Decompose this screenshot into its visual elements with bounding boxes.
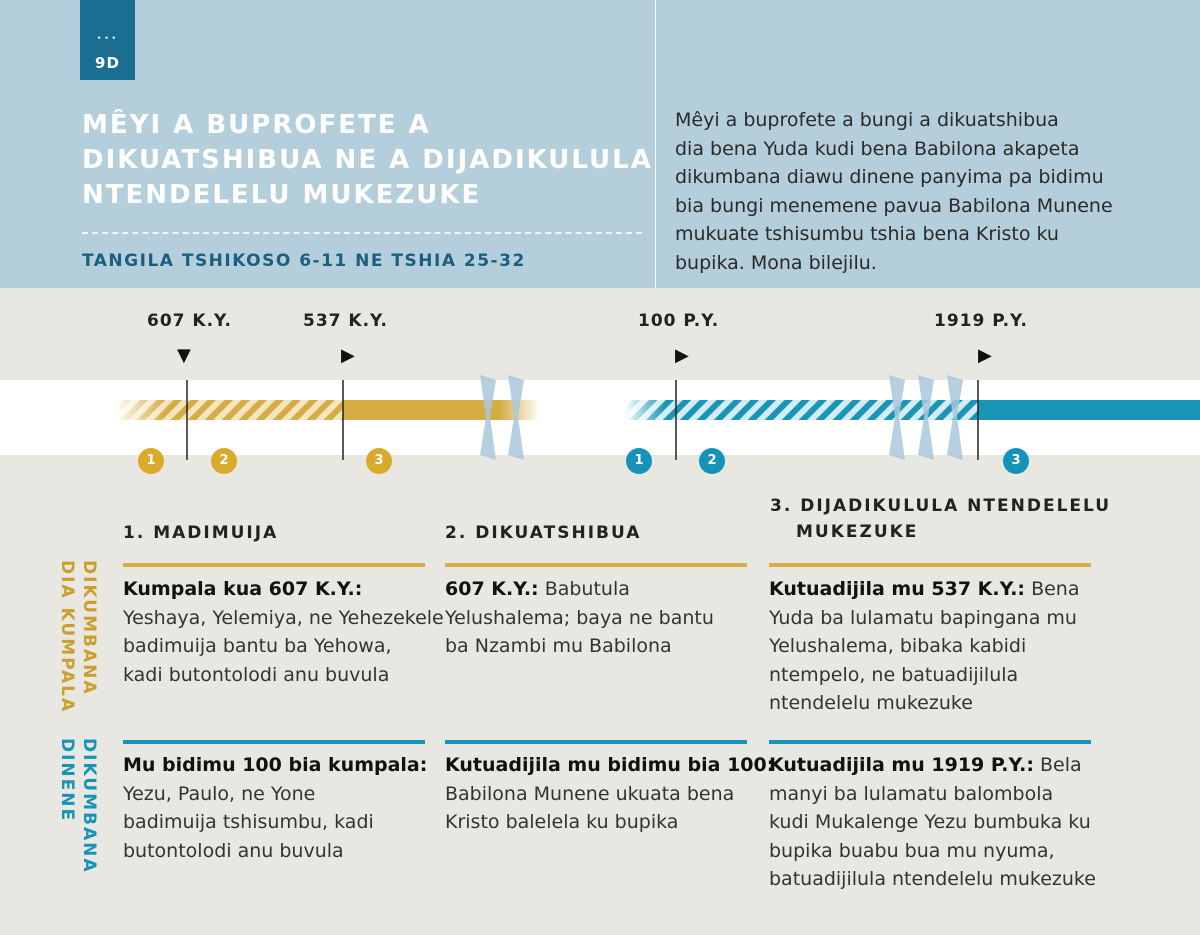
heading-line: 2. DIKUATSHIBUA	[445, 523, 642, 543]
column-heading-dijadikulula	[770, 493, 1111, 545]
cell-line: kudi Mukalenge Yezu bumbuka ku	[769, 811, 1091, 833]
cell-text: Bena	[1025, 578, 1080, 600]
intro-line: bia bungi menemene pavua Babilona Munene	[675, 194, 1113, 217]
column-heading-madimuija	[123, 520, 278, 546]
cell-line: ntendelelu mukezuke	[769, 692, 973, 714]
heading-line: 3. DIJADIKULULA NTENDELELU	[770, 496, 1112, 516]
cell-bold: Kutuadijila mu 1919 P.Y.:	[769, 754, 1034, 776]
cell-line: Yuda ba lulamatu bapingana mu	[769, 606, 1077, 629]
cell-line: butontolodi anu buvula	[123, 839, 344, 862]
intro-line: dikumbana diawu dinene panyima pa bidimu	[675, 166, 1104, 188]
right-triangle-icon: ▶	[341, 345, 355, 366]
cell-modern-madimuija	[123, 751, 427, 865]
heading-line: MUKEZUKE	[796, 522, 919, 542]
title-line: DIKUATSHIBUA NE A DIJADIKULULA	[82, 145, 653, 175]
cell-bold: Kumpala kua 607 K.Y.:	[123, 578, 363, 600]
row-label-line: DIA KUMPALA	[57, 560, 77, 714]
cell-line: batuadijilula ntendelelu mukezuke	[769, 868, 1096, 890]
cell-bold: Kutuadijila mu bidimu bia 100:	[445, 754, 775, 776]
cell-line: Babilona Munene ukuata bena	[445, 782, 735, 805]
modern-step-2: 2	[699, 448, 725, 474]
date-label-537: 537 K.Y.	[303, 311, 388, 331]
cell-line: Kristo balelela ku bupika	[445, 811, 679, 833]
title-line: NTENDELELU MUKEZUKE	[82, 180, 482, 210]
scripture-reference: TANGILA TSHIKOSO 6-11 NE TSHIA 25-32	[82, 251, 526, 271]
cell-line: Yezu, Paulo, ne Yone	[123, 782, 316, 805]
intro-line: mukuate tshisumbu tshia bena Kristo ku	[675, 223, 1059, 245]
intro-line: dia bena Yuda kudi bena Babilona akapeta	[675, 137, 1080, 160]
fade-left	[625, 400, 665, 420]
cell-text: Babutula	[538, 578, 630, 600]
ancient-rule-1	[123, 563, 425, 567]
modern-solid-bar	[978, 400, 1200, 420]
modern-step-1: 1	[626, 448, 652, 474]
title-line: MÊYI A BUPROFETE A	[82, 110, 431, 140]
cell-line: ba Nzambi mu Babilona	[445, 635, 672, 657]
cell-modern-dijadikulula	[769, 751, 1096, 894]
cell-bold: 607 K.Y.:	[445, 578, 539, 600]
intro-line: Mêyi a buprofete a bungi a dikuatshibua	[675, 109, 1059, 131]
row-label-line: DINENE	[57, 738, 77, 823]
ancient-step-1: 1	[138, 448, 164, 474]
ancient-rule-3	[769, 563, 1091, 567]
row-label-ancient	[56, 560, 100, 713]
page-title	[82, 108, 652, 213]
cell-bold: Mu bidimu 100 bia kumpala:	[123, 754, 428, 776]
cell-line: badimuija tshisumbu, kadi	[123, 811, 374, 833]
cell-bold: Kutuadijila mu 537 K.Y.:	[769, 578, 1026, 600]
cell-line: manyi ba lulamatu balombola	[769, 782, 1054, 805]
modern-rule-3	[769, 740, 1091, 744]
modern-step-3: 3	[1003, 448, 1029, 474]
intro-line: bupika. Mona bilejilu.	[675, 251, 877, 274]
cell-ancient-madimuija	[123, 575, 444, 689]
ancient-step-2: 2	[211, 448, 237, 474]
column-heading-dikuatshibua	[445, 520, 641, 546]
modern-rule-1	[123, 740, 425, 744]
right-triangle-icon: ▶	[978, 345, 992, 366]
cell-modern-dikuatshibua	[445, 751, 774, 837]
date-label-1919: 1919 P.Y.	[934, 311, 1028, 331]
header-divider	[655, 0, 656, 288]
cell-line: bupika buabu bua mu nyuma,	[769, 839, 1055, 862]
modern-rule-2	[445, 740, 747, 744]
cell-line: Yelushalema; baya ne bantu	[445, 606, 714, 629]
row-label-modern	[56, 738, 100, 874]
right-triangle-icon: ▶	[675, 345, 689, 366]
fade-left	[115, 400, 165, 420]
date-label-607: 607 K.Y.	[147, 311, 232, 331]
badge-dots: •••	[96, 34, 119, 44]
row-label-line: DIKUMBANA	[79, 738, 99, 874]
cell-line: Yeshaya, Yelemiya, ne Yehezekele	[123, 606, 444, 629]
section-badge	[80, 0, 135, 80]
cell-line: kadi butontolodi anu buvula	[123, 663, 390, 686]
badge-number: 9D	[95, 54, 120, 72]
ancient-step-3: 3	[366, 448, 392, 474]
heading-line: 1. MADIMUIJA	[123, 523, 279, 543]
cell-line: ntempelo, ne batuadijilula	[769, 663, 1019, 686]
cell-line: badimuija bantu ba Yehowa,	[123, 635, 392, 657]
down-triangle-icon: ▼	[177, 345, 191, 366]
title-divider	[82, 232, 642, 234]
cell-ancient-dijadikulula	[769, 575, 1079, 718]
cell-ancient-dikuatshibua	[445, 575, 714, 661]
cell-line: Yelushalema, bibaka kabidi	[769, 635, 1027, 657]
cell-text: Bela	[1033, 754, 1082, 776]
date-label-100: 100 P.Y.	[638, 311, 720, 331]
row-label-line: DIKUMBANA	[79, 560, 99, 696]
ancient-rule-2	[445, 563, 747, 567]
intro-text	[675, 106, 1195, 277]
